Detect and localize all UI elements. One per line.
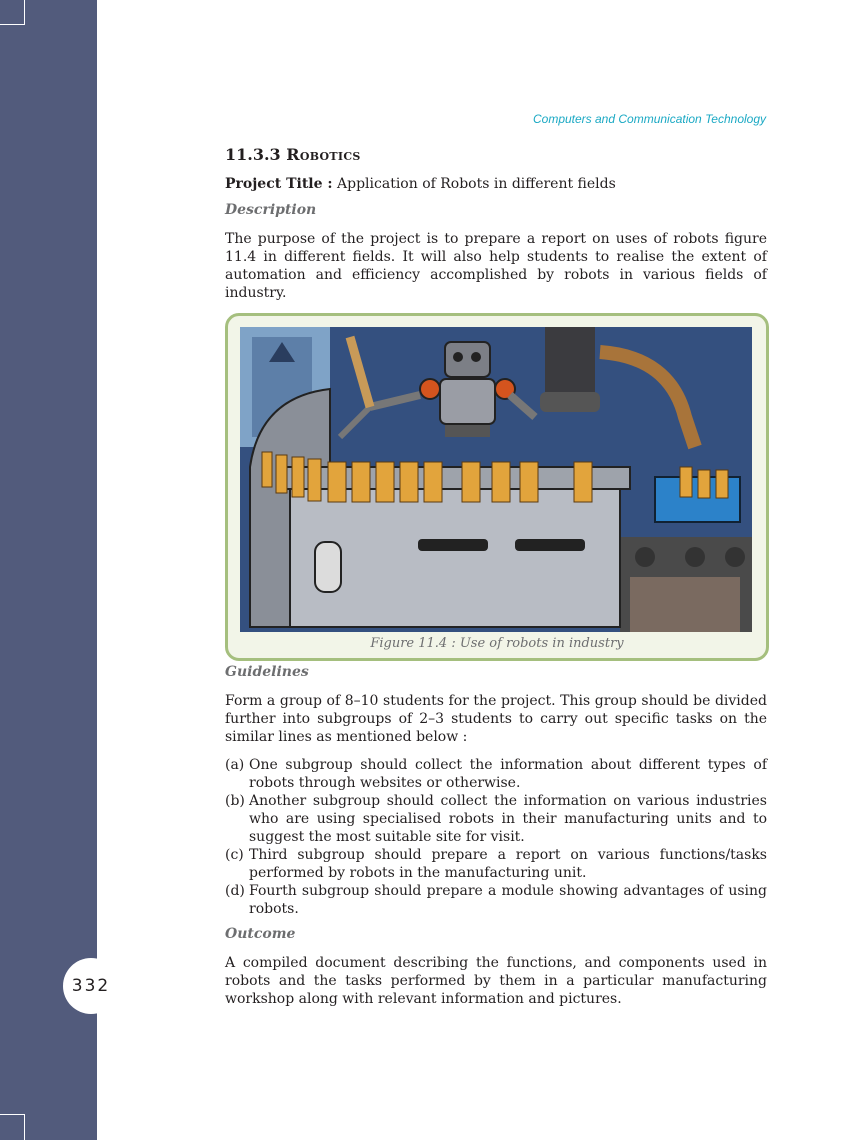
list-text: Third subgroup should prepare a report on various functions/tasks performed by robots in the manufacturing unit. (249, 847, 767, 881)
section-title (225, 145, 767, 164)
project-title-label: Project Title : (225, 176, 333, 192)
list-item (225, 846, 767, 882)
list-item (225, 882, 767, 918)
page-number: 332 (63, 958, 119, 1014)
list-marker: (a) (225, 757, 245, 773)
guidelines-list (225, 756, 767, 918)
project-title (225, 176, 767, 192)
list-marker: (c) (225, 847, 244, 863)
list-marker: (b) (225, 793, 245, 809)
running-head: Computers and Communication Technology (532, 112, 766, 126)
outcome-heading: Outcome (225, 926, 296, 942)
robot-factory-drawing (240, 327, 752, 632)
list-text: Another subgroup should collect the information on various industries who are using specialised robots in their manufacturing units and to suggest the most suitable site for visit. (249, 793, 767, 845)
list-marker: (d) (225, 883, 245, 899)
figure-frame (225, 313, 769, 661)
crop-mark-bottom (0, 1114, 25, 1141)
section-name: Robotics (286, 145, 361, 164)
list-item (225, 792, 767, 846)
outcome-text: A compiled document describing the functions, and components used in robots and the tasks performed by them in a particular manufacturing workshop along with relevant information and pictures. (225, 955, 767, 1007)
robot-industry-illustration (240, 327, 752, 632)
crop-mark-top (0, 0, 25, 25)
section-number: 11.3.3 (225, 145, 281, 164)
lower-content (225, 664, 767, 1018)
description-heading: Description (225, 202, 317, 218)
description-text: The purpose of the project is to prepare a report on uses of robots figure 11.4 in different fields. It will also help students to realise the extent of automation and efficiency accomplished by robots in various fields of industry. (225, 231, 767, 301)
guidelines-intro: Form a group of 8–10 students for the project. This group should be divided further into subgroups of 2–3 students to carry out specific tasks on the similar lines as mentioned below : (225, 693, 767, 745)
guidelines-heading: Guidelines (225, 664, 309, 680)
main-content (225, 145, 767, 312)
list-text: One subgroup should collect the information about different types of robots through websites or otherwise. (249, 757, 767, 791)
list-item (225, 756, 767, 792)
list-text: Fourth subgroup should prepare a module showing advantages of using robots. (249, 883, 767, 917)
project-title-value: Application of Robots in different fields (337, 176, 616, 192)
figure-caption: Figure 11.4 : Use of robots in industry (370, 636, 624, 651)
